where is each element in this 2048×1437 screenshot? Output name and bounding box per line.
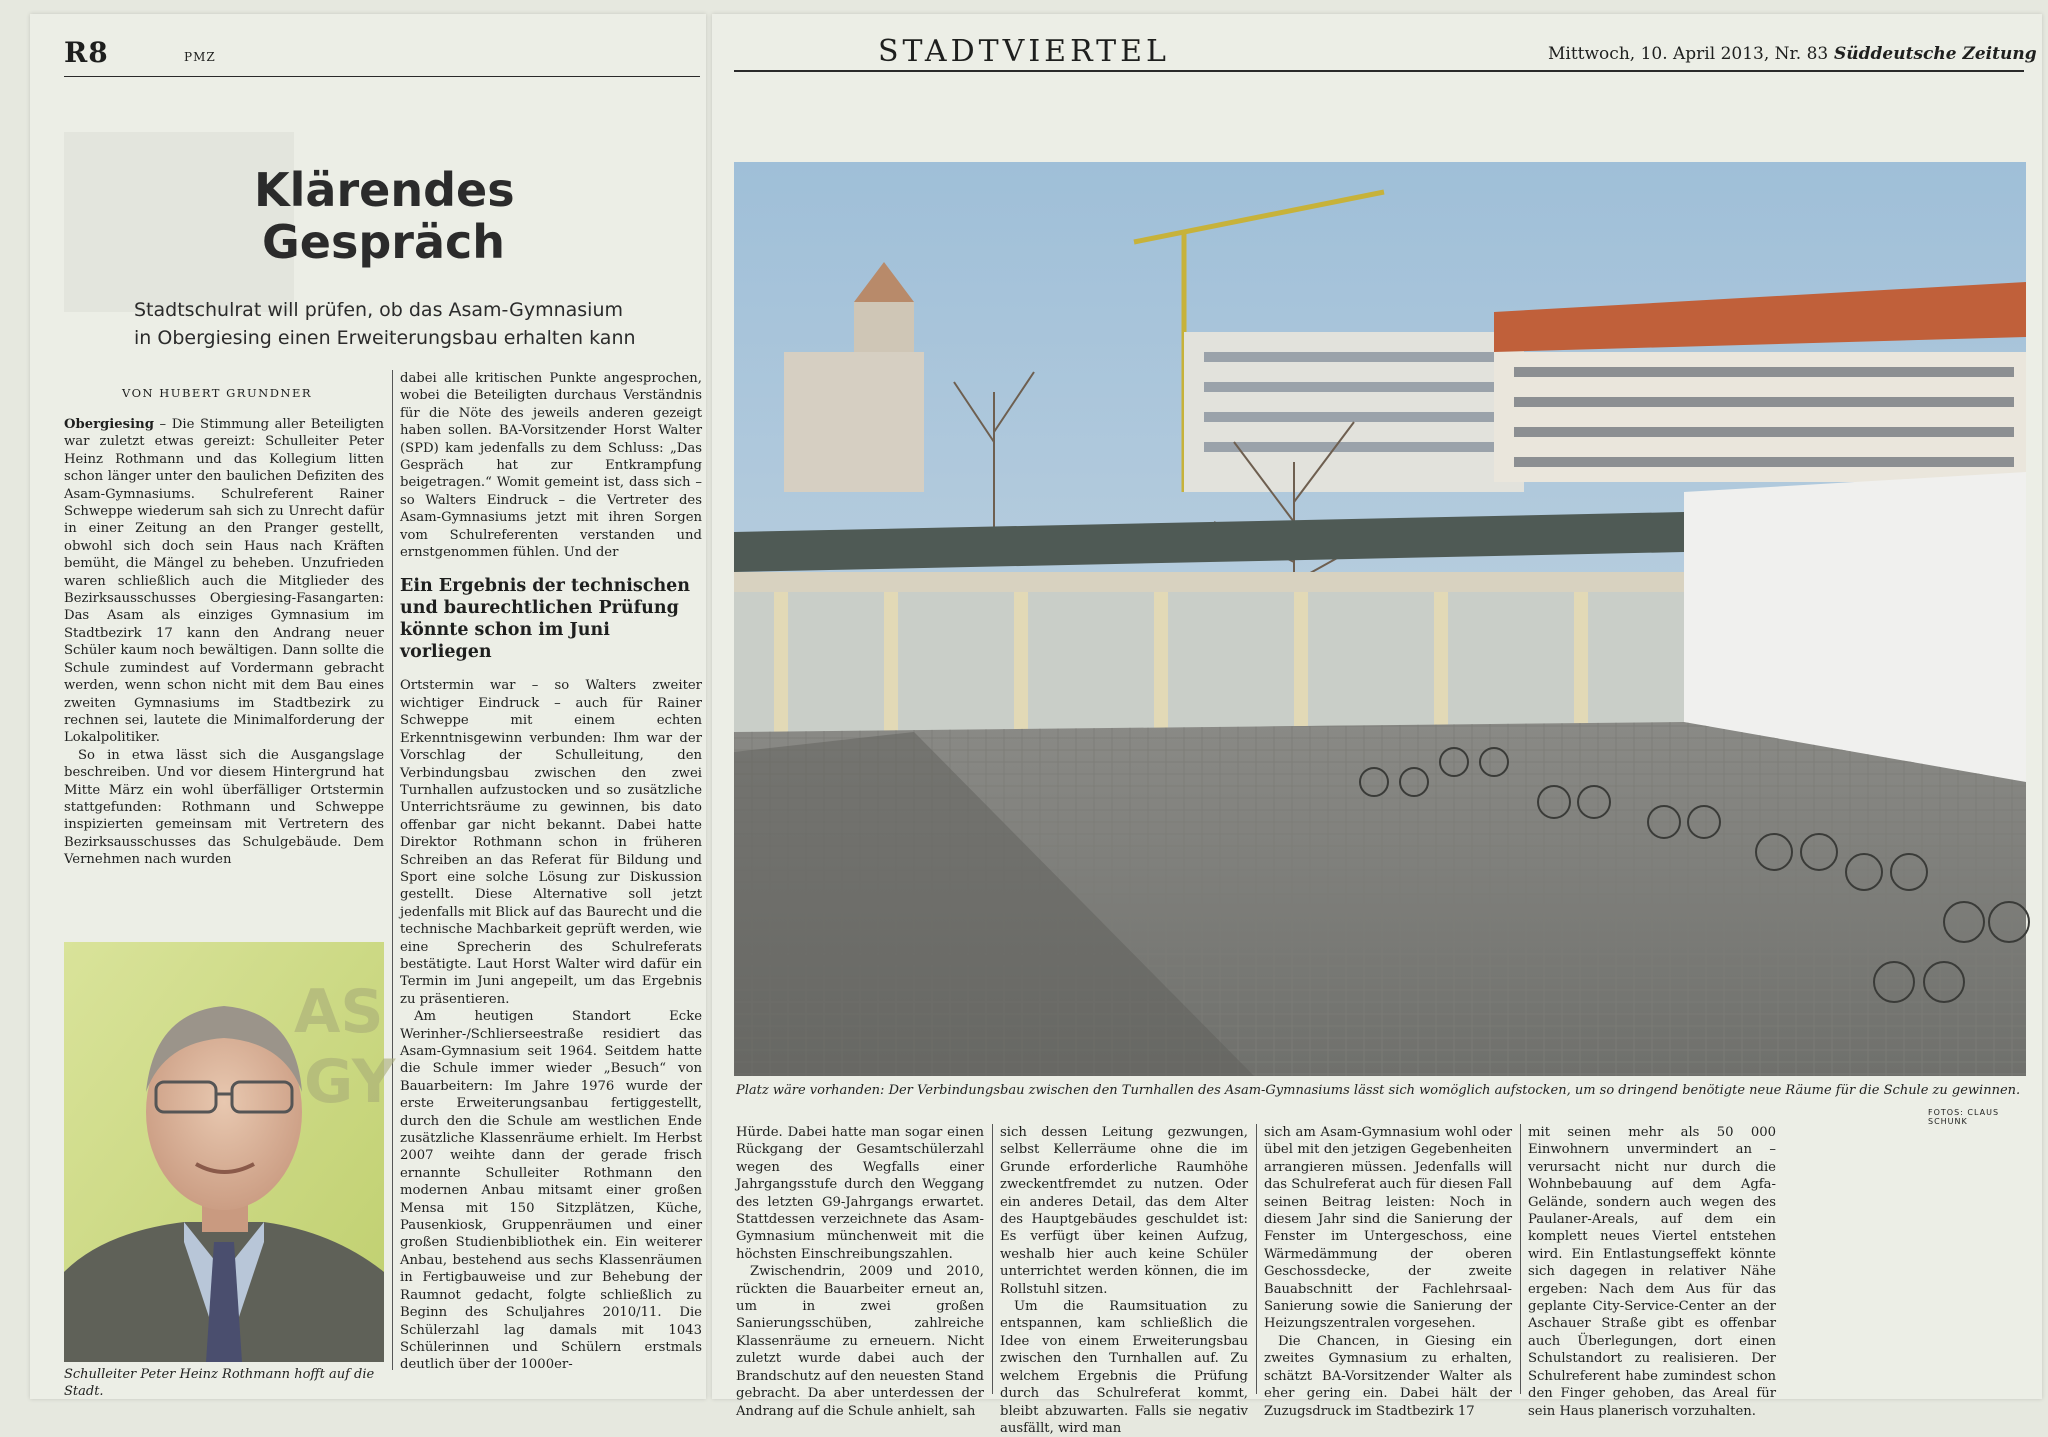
dateline-place: Obergiesing xyxy=(64,417,154,432)
edition-label: PMZ xyxy=(184,50,216,64)
left-page xyxy=(30,14,706,1399)
caption-text: Der Verbindungsbau zwischen den Turnhallen des Asam-Gymnasiums lässt sich womöglich aufstocken, um so dringend benötigte neue Räume für die Schule zu gewinnen. xyxy=(884,1083,2021,1098)
deck-line-1: Stadtschulrat will prüfen, ob das Asam-Gymnasium xyxy=(134,299,623,321)
caption-lead: Platz wäre vorhanden: xyxy=(736,1083,885,1098)
article-column-3 xyxy=(736,1124,984,1419)
paragraph: Die Chancen, in Giesing ein zweites Gymnasium zu erhalten, schätzt BA-Vorsitzender Walter als eher gering ein. Dabei hält der Zuzugsdruck im Stadtbezirk 17 xyxy=(1264,1333,1512,1419)
byline: VON HUBERT GRUNDNER xyxy=(122,386,313,400)
headline-line-2: Gespräch xyxy=(262,215,506,269)
column-rule xyxy=(392,370,393,1370)
paragraph: Hürde. Dabei hatte man sogar einen Rückgang der Gesamtschülerzahl wegen des Wegfalls einer Jahrgangsstufe durch den Weggang des letzten G9-Jahrgangs erwartet. Stattdessen verzeichnete das Asam-Gymnasium münchenweit mit die höchsten Einschreibungszahlen. xyxy=(736,1125,984,1262)
svg-text:GY: GY xyxy=(304,1047,396,1117)
paragraph: Um die Raumsituation zu entspannen, kam schließlich die Idee von einem Erweiterungsbau zwischen den Turnhallen auf. Zu welchem Ergebnis die Prüfung durch das Schulreferat kommt, bleibt abzuwarten. Falls sie negativ ausfällt, wird man xyxy=(1000,1299,1248,1436)
portrait-caption: Schulleiter Peter Heinz Rothmann hofft auf die Stadt. xyxy=(64,1367,375,1399)
headline-line-1: Klärendes xyxy=(254,163,515,217)
column-rule xyxy=(992,1124,993,1394)
page-number: R8 xyxy=(64,36,109,69)
article-column-5 xyxy=(1264,1124,1512,1419)
paragraph: dabei alle kritischen Punkte angesprochen, wobei die Beteiligten durchaus Verständnis für die Nöte des jeweils anderen gezeigt haben sollen. BA-Vorsitzender Horst Walter (SPD) kam jedenfalls zu dem Schluss: „Das Gespräch hat zur Entkrampfung beigetragen.“ Womit gemeint ist, dass sich – so Walters Eindruck – die Vertreter des Asam-Gymnasiums jetzt mit ihren Sorgen vom Schulreferenten verstanden und ernstgenommen fühlen. Und der xyxy=(400,371,702,561)
svg-text:AS: AS xyxy=(294,977,384,1047)
paragraph: Zwischendrin, 2009 und 2010, rückten die Bauarbeiter erneut an, um in zwei großen Sanierungsschüben, zahlreiche Klassenräume zu erneuern. Nicht zuletzt wurde dabei auch der Brandschutz auf den neuesten Stand gebracht. Da aber unterdessen der Andrang auf die Schule anhielt, sah xyxy=(736,1264,984,1419)
photo-credit: FOTOS: CLAUS SCHUNK xyxy=(1928,1108,2000,1126)
deck xyxy=(134,296,636,352)
subheadline: Ein Ergebnis der technischen und baurechtlichen Prüfung könnte schon im Juni vorliegen xyxy=(400,576,691,663)
deck-line-2: in Obergiesing einen Erweiterungsbau erhalten kann xyxy=(134,327,636,349)
section-title: STADTVIERTEL xyxy=(878,34,1170,69)
paragraph: sich dessen Leitung gezwungen, selbst Kellerräume ohne die im Grunde erforderliche Raumhöhe zweckentfremdet zu nutzen. Oder ein anderes Detail, das dem Alter des Hauptgebäudes geschuldet ist: Es verfügt über keinen Aufzug, weshalb hier auch keine Schüler unterrichtet werden können, die im Rollstuhl sitzen. xyxy=(1000,1125,1248,1297)
article-column-4 xyxy=(1000,1124,1248,1436)
article-column-1 xyxy=(64,416,384,928)
right-page xyxy=(712,14,2042,1436)
issue-dateline: Mittwoch, 10. April 2013, Nr. 83 xyxy=(1548,44,1829,64)
portrait-image xyxy=(64,942,396,1362)
header-rule xyxy=(734,70,2024,72)
paragraph-text: – Die Stimmung aller Beteiligten war zuletzt etwas gereizt: Schulleiter Peter Heinz Rothmann und das Kollegium litten schon länger unter den baulichen Defiziten des Asam-Gymnasiums. Schulreferent Rainer Schweppe wiederum sah sich zu Unrecht dafür in einer Zeitung an den Pranger gestellt, obwohl sich doch sein Haus nach Kräften bemüht, die Mängel zu beheben. Unzufrieden waren schließlich auch die Mitglieder des Bezirksausschusses Obergiesing-Fasangarten: Das Asam als einziges Gymnasium im Stadtbezirk 17 kann den Andrang neuer Schüler kaum noch bewältigen. Dann sollte die Schule zumindest auf Vordermann gebracht werden, wenn schon nicht mit dem Bau eines zweiten Gymnasiums im Stadtbezirk zu rechnen sei, lautete die Minimalforderung der Lokalpolitiker. xyxy=(64,417,384,746)
main-photo xyxy=(734,162,2026,1076)
column-rule xyxy=(1256,1124,1257,1394)
paragraph: So in etwa lässt sich die Ausgangslage beschreiben. Und vor diesem Hintergrund hat Mitte März ein wohl überfälliger Ortstermin stattgefunden: Rothmann und Schweppe inspizierten gemeinsam mit Vertretern des Bezirksausschusses das Schulgebäude. Dem Vernehmen nach wurden xyxy=(64,747,384,868)
paragraph: sich am Asam-Gymnasium wohl oder übel mit den jetzigen Gegebenheiten arrangieren müssen. Jedenfalls will das Schulreferat auch für diesen Fall seinen Beitrag leisten: Noch in diesem Jahr sind die Sanierung der Fenster im Untergeschoss, eine Wärmedämmung der oberen Geschossdecke, der zweite Bauabschnitt der Fachlehrsaal-Sanierung sowie die Sanierung der Heizungszentralen vorgesehen. xyxy=(1264,1125,1512,1332)
headline xyxy=(254,164,515,268)
paragraph: Ortstermin war – so Walters zweiter wichtiger Eindruck – auch für Rainer Schweppe mit einem echten Erkenntnisgewinn verbunden: Ihm war der Vorschlag der Schulleitung, den Verbindungsbau zwischen den zwei Turnhallen aufzustocken und so zusätzliche Unterrichtsräume zu gewinnen, bis dato offenbar gar nicht bekannt. Dabei hatte Direktor Rothmann schon in früheren Schreiben an das Referat für Bildung und Sport eine solche Lösung zur Diskussion gestellt. Diese Alternative soll jetzt jedenfalls mit Blick auf das Baurecht und die technische Machbarkeit geprüft werden, wie eine Sprecherin des Schulreferats bestätigte. Laut Horst Walter wird dafür ein Termin im Juni angepeilt, um das Ergebnis zu präsentieren. xyxy=(400,678,702,1007)
article-column-2 xyxy=(400,370,702,1394)
header-rule xyxy=(64,76,700,77)
paragraph xyxy=(64,416,384,747)
newspaper-name: Süddeutsche Zeitung xyxy=(1834,44,2037,64)
schoolyard-image xyxy=(734,162,2026,1076)
portrait-photo xyxy=(64,942,396,1362)
photo-caption xyxy=(736,1082,2026,1099)
paragraph: Am heutigen Standort Ecke Werinher-/Schlierseestraße residiert das Asam-Gymnasium seit 1964. Seitdem hatte die Schule immer wieder „Besuch“ von Bauarbeitern: Im Jahre 1976 wurde der erste Erweiterungsanbau fertiggestellt, durch den die Schule am westlichen Ende zusätzliche Klassenräume erhielt. Im Herbst 2007 weihte dann der gerade frisch ernannte Schulleiter Rothmann den modernen Anbau mitsamt einer großen Mensa mit 150 Sitzplätzen, Küche, Pausenkiosk, Gruppenräumen und einer großen Studienbibliothek ein. Ein weiterer Anbau, bestehend aus sechs Klassenräumen in Fertigbauweise und zur Behebung der Raumnot gedacht, folgte schließlich zu Beginn des Schuljahres 2010/11. Die Schülerzahl lag damals mit 1043 Schülerinnen und Schülern erstmals deutlich über der 1000er- xyxy=(400,1009,702,1373)
paragraph: mit seinen mehr als 50 000 Einwohnern unvermindert an – verursacht nicht nur durch die Wohnbebauung auf dem Agfa-Gelände, sondern auch wegen des Paulaner-Areals, auf dem ein komplett neues Viertel entstehen wird. Ein Entlastungseffekt könnte sich dagegen in relativer Nähe ergeben: Nach dem Aus für das geplante City-Service-Center an der Aschauer Straße gibt es offenbar auch Überlegungen, dort einen Schulstandort zu realisieren. Der Schulreferent habe zumindest schon den Finger gehoben, das Areal für sein Haus planerisch vorzuhalten. xyxy=(1528,1125,1776,1419)
article-column-6 xyxy=(1528,1124,1776,1419)
column-rule xyxy=(1520,1124,1521,1394)
